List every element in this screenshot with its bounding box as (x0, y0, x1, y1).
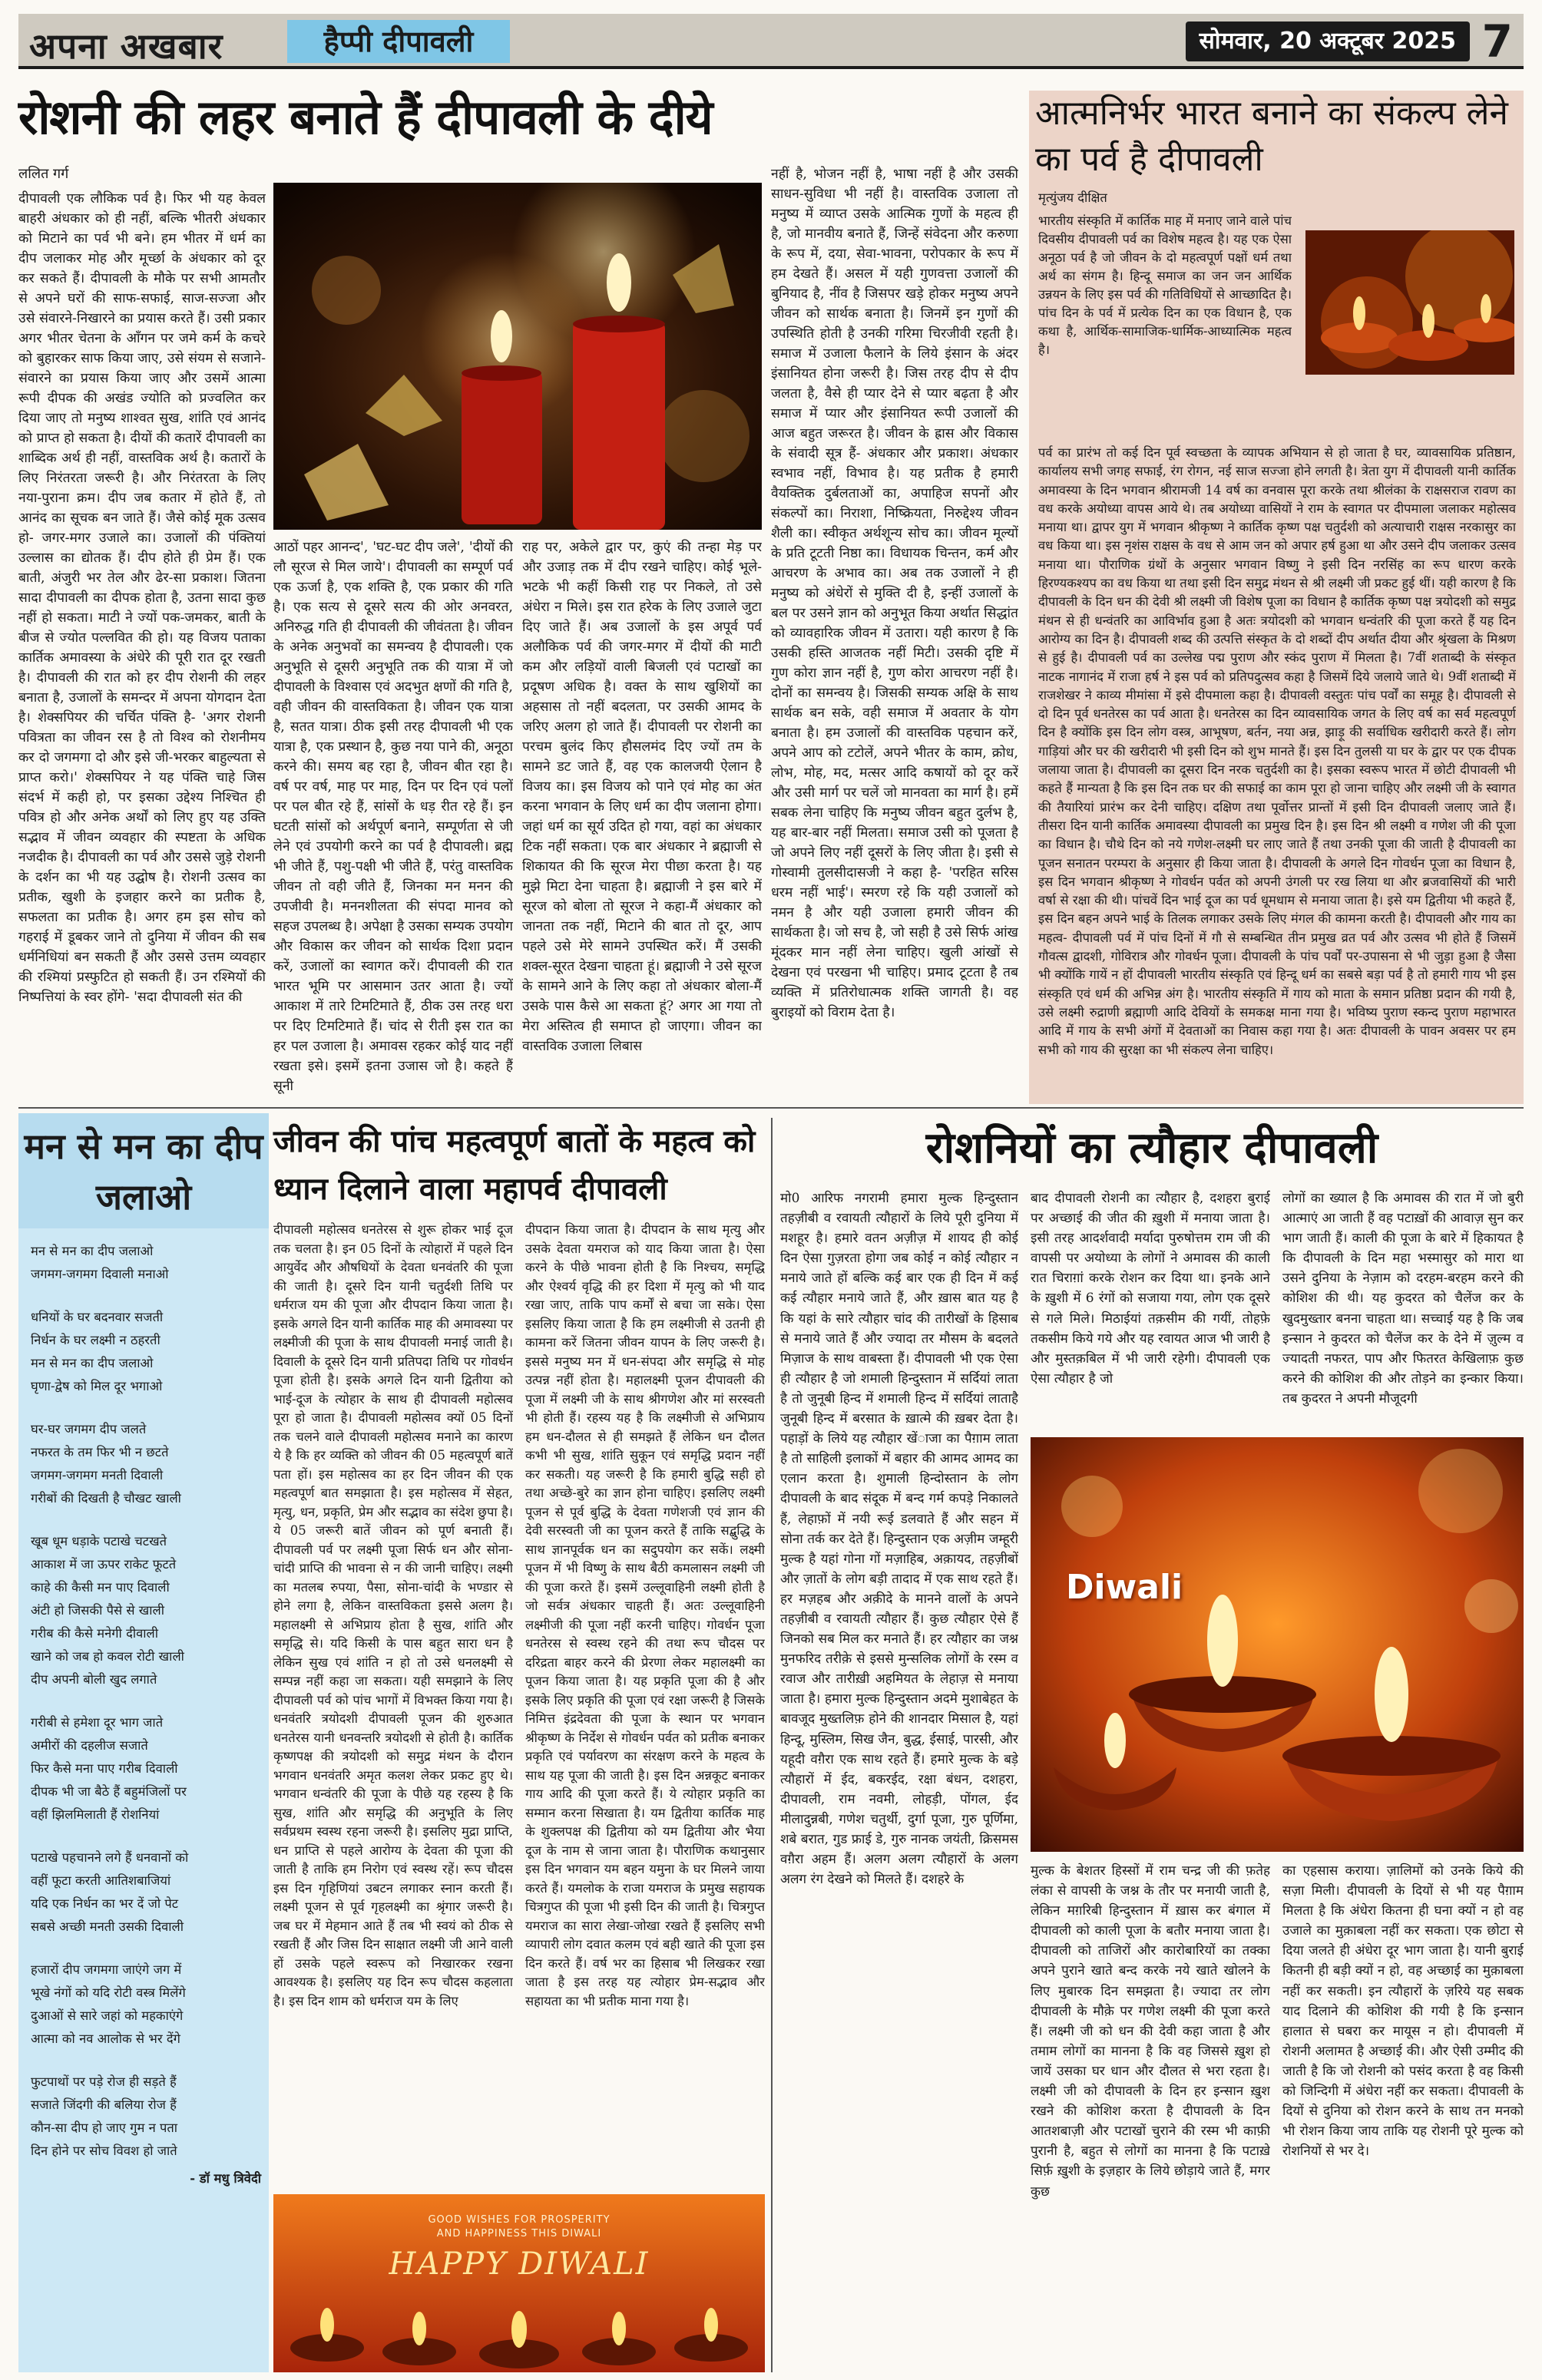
poem-line: काहे की कैसी मन पाए दिवाली (31, 1580, 170, 1595)
diwali-photo-label: Diwali (1066, 1568, 1183, 1607)
article2-body-text: पर्व का प्रारंभ तो कई दिन पूर्व स्वच्छता के व्यापक अभियान से हो जाता है घर, व्यावसायिक प्रतिष्ठान, कार्यालय सभी जगह सफाई, रंग रोगन, नई साज सज्जा होने लगती है। त्रेता युग में दीपावली यानी कार्तिक अमावस्या के दिन भगवान श्रीरामजी 14 वर्ष का वनवास पूरा करके तथा श्रीलंका के राक्षसराज रावण का वध करके अयोध्या वापस आये थे। तब अयोध्या वासियों ने राम के स्वागत पर दीपमाला जलाकर महोत्सव मनाया था। द्वापर युग में भगवान श्रीकृष्ण ने कार्तिक कृष्ण पक्ष चतुर्दशी को अत्याचारी राक्षस नरकासुर का वध किया था। इस नृशंस राक्षस के वध से आम जन को अपार हर्ष हुआ था और उसने दीप जलाकर उत्सव मनाया था। पौराणिक ग्रंथों के अनुसार भगवान विष्णु ने इसी दिन नरसिंह का रूप धारण करके हिरण्यकश्यप का वध किया था तथा इसी दिन समुद्र मंथन से श्री लक्ष्मी जी प्रकट हुई थीं। यही कारण है कि दीपावली के दिन धन की देवी श्री लक्ष्मी जी विशेष पूजा का विधान है कार्तिक कृष्ण पक्ष त्रयोदशी को समुद्र मंथन से ही धन्वंतरि का आविर्भाव हुआ है अतः त्रयोदशी को भगवान धन्वंतरि की पूजा करते हैं यह दिन आरोग्य का दिन है। दीपावली शब्द की उत्पत्ति संस्कृत के दो शब्दों दीप अर्थात दीया और श्रृंखला के मिश्रण से हुई है। दीपावली पर्व का उल्लेख पद्म पुराण और स्कंद पुराण में मिलता है। 7वीं शताब्दी के संस्कृत नाटक नागानंद में राजा हर्ष ने इस पर्व को प्रतिपदुत्सव कहा है जिसमें दिये जलाये जाते थे। 9वीं शताब्दी में राजशेखर ने काव्य मीमांसा में इसे दीपमाला कहा है। दीपावली वस्तुतः पांच पर्वों का समूह है। दीपावली से दो दिन पूर्व धनतेरस का पर्व आता है। धनतेरस का दिन व्यावसायिक जगत के लिए वर्ष का सर्व महत्वपूर्ण दिन है क्योंकि इस दिन लोग वस्त्र, आभूषण, बर्तन, नया अन्न, झाड़ू की सर्वाधिक खरीदारी करते हैं। लोग गाड़ियां और घर की खरीदारी भी इसी दिन को शुभ मानते हैं। इस दिन तुलसी या घर के द्वार पर एक दीपक जलाया जाता है। दीपावली का दूसरा दिन नरक चतुर्दशी का है। इसका स्वरूप भारत में छोटी दीपावली भी कहते हैं मान्यता है कि इस दिन तक घर की सफाई का काम पूरा हो जाना चाहिए और लक्ष्मी जी के स्वागत की तैयारियां प्रारंभ कर देनी चाहिए। दक्षिण तथा पूर्वोत्तर प्रान्तों में इसी दिन दीपावली जलाए जाते हैं। तीसरा दिन यानी कार्तिक अमावस्या दीपावली का प्रमुख दिन है। इस दिन श्री लक्ष्मी व गणेश जी की पूजा का विधान है। चौथे दिन को नये गणेश-लक्ष्मी घर लाए जाते हैं तथा उनकी पूजा की जाती है दीपावली का पूजन सनातन परम्परा के अनुसार ही किया जाता है। दीपावली के अगले दिन गोवर्धन पूजा का विधान है, इस दिन भगवान श्रीकृष्ण ने गोवर्धन पर्वत को अपनी उंगली पर रख लिया था और ब्रजवासियों की भारी वर्षा से रक्षा की थी। पांचवें दिन भाई दूज का पर्व धूमधाम से मनाया जाता है। इसे यम द्वितीया भी कहते हैं, इस दिन बहन अपने भाई के तिलक लगाकर उसके लिए मंगल की कामना करती है। दीपावली और गाय का महत्व- दीपावली पर्व में पांच दिनों में गौ से सम्बन्धित तीन प्रमुख व्रत पर्व और उत्सव भी होते हैं जिसमें गौवत्स द्वादशी, गोविरात्र और गोवर्धन पूजा। दीपावली के पांच पर्वों पर-उपासना से भी जुड़ा हुआ है जैसा भी क्योंकि गायें न हों दीपावली भारतीय संस्कृति एवं हिन्दू धर्म का सबसे बड़ा पर्व है तो हमारी गाय भी इस संस्कृति एवं धर्म की अभिन्न अंग है। भारतीय संस्कृति में गाय को माता के समान प्रतिष्ठा प्रदान की गयी है, उसे लक्ष्मी रुद्राणी ब्रह्माणी आदि देवियों के समकक्ष माना गया है। भविष्य पुराण स्कन्द पुराण महाभारत आदि में गाय के सभी अंगों में देवताओं का निवास कहा गया है। अतः दीपावली के पावन अवसर पर हम सभी को गाय की सुरक्षा का भी संकल्प लेना चाहिए। (1038, 445, 1516, 1057)
poem-stanza (31, 1306, 261, 1398)
article2-byline: मृत्युंजय दीक्षित (1038, 190, 1107, 205)
poem-stanza (31, 1959, 261, 2051)
article2-intro-column (1038, 189, 1292, 442)
column-divider (771, 1118, 773, 2372)
article4-col2-text: बाद दीपावली रोशनी का त्यौहार है, दशहरा बुराई पर अच्छाई की जीत की ख़ुशी में मनाया जाता है। इसी तरह आदर्शवादी मर्यादा पुरुषोत्तम राम जी की वापसी पर अयोध्या के लोगों ने अमावस की काली रात चिराग़ां करके रोशन कर दिया था। इनके आने के ख़ुशी में 6 रंगों को सजाया गया, लोग एक दूसरे से गले मिले। मिठाईयां तक़सीम की गयीं, तोहफ़े तकसीम किये गये और यह रवायत आज भी जारी है और मुस्तक़बिल में भी जारी रहेगी। दीपावली एक ऐसा त्यौहार है जो (1031, 1191, 1270, 1387)
paper-name: अपना अखबार (29, 25, 223, 67)
poem-line: अंटी हो जिसकी पैसे से खाली (31, 1603, 164, 1618)
poem-line: अमीरों की दहलीज सजाते (31, 1738, 148, 1753)
poem-line: हजारों दीप जगमगा जाएंगे जग में (31, 1962, 182, 1977)
article3-col2-text: दीपदान किया जाता है। दीपदान के साथ मृत्यु और उसके देवता यमराज को याद किया जाता है। ऐसा करने के पीछे भावना होती है कि निश्चय, समृद्धि और ऐश्वर्य वृद्धि की हर दिशा में मृत्यु को भी याद रखा जाए, ताकि पाप कर्मों से बचा जा सके। ऐसा इसलिए किया जाता है कि हम लक्ष्मीजी से उतनी ही कामना करें जितना जीवन यापन के लिए जरूरी है। इससे मनुष्य मन में धन-संपदा और समृद्धि से मोह उत्पन्न नहीं होता है। महालक्ष्मी पूजन दीपावली की पूजा में लक्ष्मी जी के साथ श्रीगणेश और मां सरस्वती भी होती हैं। रहस्य यह है कि लक्ष्मीजी से अभिप्राय हम धन-दौलत से ही समझते हैं लेकिन धन दौलत कभी भी सुख, शांति सुकून एवं समृद्धि प्रदान नहीं कर सकती। यह जरूरी है कि हमारी बुद्धि सही हो तथा अच्छे-बुरे का ज्ञान होना चाहिए। इसलिए लक्ष्मी पूजन से पूर्व बुद्धि के देवता गणेशजी एवं ज्ञान की देवी सरस्वती जी का पूजन करते हैं ताकि सद्बुद्धि के साथ ज्ञानपूर्वक धन का सदुपयोग कर सकें। लक्ष्मी पूजन में भी विष्णु के साथ बैठी कमलासन लक्ष्मी जी की पूजा करते हैं। इसमें उल्लूवाहिनी लक्ष्मी होती है जो सर्वत्र अंधकार चाहती हैं। अतः उल्लूवाहिनी लक्ष्मीजी की पूजा नहीं करनी चाहिए। गोवर्धन पूजा धनतेरस से स्वस्थ रहने की तथा रूप चौदस पर दरिद्रता बाहर करने की प्रेरणा लेकर महालक्ष्मी का पूजन किया जाता है। यह प्रकृति पूजा की है और इसके लिए प्रकृति की पूजा एवं रक्षा जरूरी है जिसके निमित्त इंद्रदेवता की पूजा के स्थान पर भगवान श्रीकृष्ण के निर्देश से गोवर्धन पर्वत को प्रतीक बनाकर प्रकृति एवं पर्यावरण का संरक्षण करने के महत्व के साथ यह पूजा की जाती है। इस दिन अन्नकूट बनाकर गाय आदि की पूजा करते हैं। ये त्योहार प्रकृति का सम्मान करना सिखाता है। यम द्वितीया कार्तिक माह के शुक्लपक्ष की द्वितीया को यम द्वितीया और भैया दूज के नाम से जाना जाता है। पौराणिक कथानुसार इस दिन भगवान यम बहन यमुना के घर मिलने जाया करते हैं। यमलोक के राजा यमराज के प्रमुख सहायक चित्रगुप्त की पूजा भी इसी दिन की जाती है। चित्रगुप्त यमराज का सारा लेखा-जोखा रखते हैं इसलिए सभी व्यापारी लोग दवात कलम एवं बही खाते की पूजा इस दिन करते हैं। वर्ष भर का हिसाब भी लिखकर रखा जाता है इस तरह यह त्योहार प्रेम-सद्भाव और सहायता का भी प्रतीक माना गया है। (525, 1222, 765, 2008)
poem-line: आत्मा को नव आलोक से भर देंगे (31, 2031, 180, 2046)
poem-line: फिर कैसे मना पाए गरीब दिवाली (31, 1761, 178, 1776)
article3-headline: जीवन की पांच महत्वपूर्ण बातों के महत्व को ध्यान दिलाने वाला महापर्व दीपावली (273, 1124, 756, 1207)
poem-line: वहीं झिलमिलाती हैं रोशनियां (31, 1807, 160, 1822)
banner-wishes-line1: GOOD WISHES FOR PROSPERITY (428, 2214, 611, 2226)
poem-line: मन से मन का दीप जलाओ (31, 1356, 154, 1370)
poem-line: फुटपाथों पर पड़े रोज ही सड़ते हैं (31, 2074, 177, 2089)
section-tag: हैप्पी दीपावली (287, 20, 510, 63)
poem-line: मन से मन का दीप जलाओ (31, 1244, 154, 1258)
article1-column-2 (273, 537, 513, 1106)
banner-title: HAPPY DIWALI (389, 2246, 650, 2282)
poem-line: कौन-सा दीप हो जाए गुम न पता (31, 2121, 178, 2135)
article4-column-4 (1031, 1861, 1270, 2372)
article2-headline: आत्मनिर्भर भारत बनाने का संकल्प लेने का पर्व है दीपावली (1035, 94, 1508, 179)
poem-line: नफरत के तम फिर भी न छटते (31, 1445, 169, 1459)
article4-col3-text: लोगों का ख्याल है कि अमावस की रात में जो बुरी आत्माएं आ जाती हैं वह पटाख़ों की आवाज़ सुन कर भाग जाती हैं। काली की पूजा के बारे में हिकायत है कि दीपावली के दिन महा भस्मासुर को मारा था उसने दुनिया के नेज़ाम को दरहम-बरहम करने की कोशिश की थी। यह कुदरत को चैलेंज कर के खुदमुख्तार बनना चाहता था। सच्चाई यह है कि जब इन्सान ने कुदरत को चैलेंज कर के देने में ज़ुल्म व ज्यादती नफरत, पाप और फितरत केखिलाफ़ कुछ करने की कोशिश की और तोड़ने का इन्कार किया। तब कुदरत ने अपनी मौजूदगी (1282, 1191, 1524, 1407)
masthead (18, 14, 1524, 69)
article3-col1-text: दीपावली महोत्सव धनतेरस से शुरू होकर भाई दूज तक चलता है। इन 05 दिनों के त्योहारों में पहले दिन आयुर्वेद और औषधियों के देवता धनवंतरि की पूजा की जाती है। दूसरे दिन यानी चतुर्दशी तिथि पर धर्मराज यम की पूजा और दीपदान किया जाता है। इसके अगले दिन यानी कार्तिक माह की अमावस्या पर लक्ष्मीजी की पूजा के साथ दीपावली मनाई जाती है। दिवाली के दूसरे दिन यानी प्रतिपदा तिथि पर गोवर्धन पूजा होती है। इसके अगले दिन यानी द्वितीया को भाई-दूज के त्योहार के साथ ही दीपावली महोत्सव पूरा हो जाता है। दीपावली महोत्सव क्यों 05 दिनों तक चलने वाले दीपावली महोत्सव मनाने का कारण ये है कि हर व्यक्ति को जीवन की 05 महत्वपूर्ण बातें पता हों। इस महोत्सव का हर दिन जीवन की एक महत्वपूर्ण बात समझाता है। इस महोत्सव में सेहत, मृत्यु, धन, प्रकृति, प्रेम और सद्भाव का संदेश छुपा है। ये 05 जरूरी बातें जीवन को पूर्ण बनाती हैं। दीपावली पर्व पर लक्ष्मी पूजा सिर्फ धन और सोना-चांदी प्राप्ति की भावना से न की जानी चाहिए। लक्ष्मी का मतलब रुपया, पैसा, सोना-चांदी के भण्डार से होने लगा है, लेकिन वास्तविकता इससे अलग है। महालक्ष्मी से अभिप्राय होता है सुख, शांति और समृद्धि से। यदि किसी के पास बहुत सारा धन है लेकिन सुख एवं शांति न हो तो उसे धनलक्ष्मी से सम्पन्न नहीं कहा जा सकता। यही समझाने के लिए दीपावली पर्व को पांच भागों में विभक्त किया गया है। धनवंतरि त्रयोदशी दीपावली पूजन की शुरुआत धनतेरस यानी धनवन्तरि त्रयोदशी से होती है। कार्तिक कृष्णपक्ष की त्रयोदशी को समुद्र मंथन के दौरान भगवान धनवंतरि अमृत कलश लेकर प्रकट हुए थे। भगवान धन्वंतरि की पूजा के पीछे यह रहस्य है कि सुख, शांति और समृद्धि की अनुभूति के लिए सर्वप्रथम स्वस्थ रहना जरूरी है। इसलिए मुद्रा प्राप्ति, धन प्राप्ति से पहले आरोग्य के देवता की पूजा की जाती है ताकि हम निरोग एवं स्वस्थ रहें। रूप चौदस इस दिन गृहिणियां उबटन लगाकर स्नान करती हैं। लक्ष्मी पूजन से पूर्व गृहलक्ष्मी का श्रृंगार जरूरी है। जब घर में मेहमान आते हैं तब भी स्वयं को ठीक से रखती हैं और जिस दिन साक्षात लक्ष्मी जी आने वाली हों उसके पहले स्वरूप को निखारकर रखना आवश्यक है। इसलिए यह दिन रूप चौदस कहलाता है। इस दिन शाम को धर्मराज यम के लिए (273, 1222, 513, 2008)
article1-col4-text: नहीं है, भोजन नहीं है, भाषा नहीं है और उसकी साधन-सुविधा भी नहीं है। वास्तविक उजाला तो मनुष्य में व्याप्त उसके आत्मिक गुणों के महत्व ही है, जो मानवीय बनाते हैं, जिन्हें संवेदना और करुणा के रूप में, दया, सेवा-भावना, परोपकार के रूप में हम देखते हैं। असल में यही गुणवत्ता उजालों की बुनियाद है, नींव है जिसपर खड़े होकर मनुष्य अपने जीवन को सार्थक बनाता है। जिनमें इन गुणों की उपस्थिति होती है उनकी गरिमा चिरजीवी रहती है। समाज में उजाला फैलाने के लिये इंसान के अंदर इंसानियत होना जरूरी है। जिस तरह दीप से दीप जलता है, वैसे ही प्यार देने से प्यार बढ़ता है और समाज में प्यार और इंसानियत रूपी उजालों की आज बहुत जरूरत है। जीवन के ह्रास और विकास के संवादी सूत्र हैं- अंधकार और प्रकाश। अंधकार स्वभाव नहीं, विभाव है। यह प्रतीक है हमारी वैयक्तिक दुर्बलताओं का, अपाहिज सपनों और संकल्पों का। निराशा, निष्क्रियता, निरुद्देश्य जीवन शैली का। स्वीकृत अर्थशून्य सोच का। जीवन मूल्यों के प्रति टूटती निष्ठा का। विधायक चिन्तन, कर्म और आचरण के अभाव का। अब तक उजालों ने ही मनुष्य को अंधेरों से मुक्ति दी है, इन्हीं उजालों के बल पर उसने ज्ञान को अनुभूत किया अर्थात सिद्धांत को व्यावहारिक जीवन में उतारा। यही कारण है कि उसकी हस्ति आजतक नहीं मिटी। उसकी दृष्टि में गुण कोरा ज्ञान नहीं है, गुण कोरा आचरण नहीं है। दोनों का समन्वय है। जिसकी सम्यक अक्षि के साथ सार्थक बन सके, वही समाज में अवतार के योग बनाता है। हम उजालों की वास्तविक पहचान करें, अपने आप को टटोलें, अपने भीतर के काम, क्रोध, लोभ, मोह, मद, मत्सर आदि कषायों को दूर करें और उसी मार्ग पर चलें जो मानवता का मार्ग है। हमें सबक लेना चाहिए कि मनुष्य जीवन बहुत दुर्लभ है, यह बार-बार नहीं मिलता। समाज उसी को पूजता है जो अपने लिए नहीं दूसरों के लिए जीता है। इसी से गोस्वामी तुलसीदासजी ने कहा है- 'परहित सरिस धरम नहीं भाई'। स्मरण रहे कि यही उजालों को नमन है और यही उजाला हमारी जीवन की सार्थकता है। जो सच है, जो सही है उसे सिर्फ आंख मूंदकर मान नहीं लेना चाहिए। खुली आंखों से देखना एवं परखना भी चाहिए। प्रमाद टूटता है तब व्यक्ति में प्रतिरोधात्मक शक्ति जागती है। वह बुराइयों को विराम देता है। (771, 167, 1018, 1020)
article2-intro-text: भारतीय संस्कृति में कार्तिक माह में मनाए जाने वाले पांच दिवसीय दीपावली पर्व का विशेष महत्व है। यह एक ऐसा अनूठा पर्व है जो जीवन के दो महत्वपूर्ण पक्षों धर्म तथा अर्थ का संगम है। हिन्दू समाज का जन जन आर्थिक उन्नयन के लिए इस पर्व की गतिविधियों से आच्छादित है। पांच दिन के पर्व में प्रत्येक दिन का एक विधान है, एक कथा है, आर्थिक-सामाजिक-धार्मिक-आध्यात्मिक महत्व है। (1038, 213, 1292, 357)
article3-column-2 (525, 1221, 765, 2185)
poem-line: सजाते जिंदगी की बलिया रोज हैं (31, 2097, 177, 2112)
diwali-diya-photo (1031, 1437, 1524, 1852)
poem-line: दुआओं से सारे जहां को महकाएंगे (31, 2008, 184, 2023)
poem-line: सबसे अच्छी मनती उसकी दिवाली (31, 1919, 184, 1934)
poem-line: भूखे नंगों को यदि रोटी वस्त्र मिलेंगे (31, 1985, 186, 2000)
poem-line: वहीं फूटा करती आतिशबाजियां (31, 1873, 171, 1888)
article4-col1-text: मो0 आरिफ नगरामी हमारा मुल्क हिन्दुस्तान तहज़ीबी व रवायती त्यौहारों के लिये पूरी दुनिया में मशहूर है। हमारे वतन अज़ीज़ में शायद ही कोई दिन ऐसा गुज़रता होगा जब कोई न कोई त्यौहार न मनाये जाते हों बल्कि कई बार एक ही दिन में कई कई त्यौहार मनाये जाते हैं, और ख़ास बात यह है कि यहां के सारे त्यौहार चांद की तारीखों के हिसाब से मनाये जाते हैं और ज्यादा तर मौसम के बदलते मिज़ाज के साथ वाबस्ता हैं। दीपावली भी एक ऐसा ही त्यौहार है जो शमाली हिन्दुस्तान में सर्दियां लाता है तो जुनूबी हिन्द में शमाली हिन्द में सर्दियां लाताहै जुनूबी हिन्द में बरसात के ख़ात्मे की ख़बर देता है। पहाड़ों के लिये यह त्यौहार खेंाजा का पैग़ाम लाता है तो साहिली इलाकों में बहार की आमद आमद का एलान करता है। शुमाली हिन्दोस्तान के लोग दीपावली के बाद संदूक में बन्द गर्म कपड़े निकालते हैं, लेहाफ़ों में नयी रूई डलवाते हैं और सहन में सोना तर्क कर देते हैं। हिन्दुस्तान एक अज़ीम जम्हूरी मुल्क है यहां गोना गों मज़ाहिब, अक़ायद, तहज़ीबों और ज़ातों के लोग बड़ी तादाद में एक साथ रहते हैं। हर मज़हब और अक़ीदे के मानने वालों के अपने तहज़ीबी व रवायती त्यौहार हैं। कुछ त्यौहार ऐसे हैं जिनको सब मिल कर मनाते हैं। हर त्यौहार का जश्न मुनफरिद तरीक़े से इससे मुन्सलिक लोगों के रस्म व रवाज और तारीख़ी अहमियत के लेहाज़ से मनाया जाता है। हमारा मुल्क हिन्दुस्तान अदमे मुशाबेहत के बावजूद मुख्तलिफ़ होने की शानदार मिसाल है, यहां हिन्दू, मुस्लिम, सिख जैन, बुद्ध, ईसाई, पारसी, और यहूदी वग़ैरा एक साथ रहते हैं। हमारे मुल्क के बड़े त्यौहारों में ईद, बकरईद, रक्षा बंधन, दशहरा, दीपावली, राम नवमी, लोहड़ी, पोंगल, ईद मीलादुन्नबी, गणेश चतुर्थी, दुर्गा पूजा, गुरु पूर्णिमा, शबे बरात, गुड फ्राई डे, गुरु नानक जयंती, क्रिसमस वग़ैरा अहम हैं। अलग अलग त्यौहारों के अलग अलग रंग देखने को मिलते हैं। दशहरे के (780, 1191, 1018, 1888)
page-number: 7 (1481, 15, 1513, 68)
poem-line: खूब धूम धड़ाके पटाखे चटखते (31, 1534, 167, 1549)
candle-photo (273, 183, 762, 530)
article4-col4-text: मुल्क के बेशतर हिस्सों में राम चन्द्र जी की फ़तेह लंका से वापसी के जश्न के तौर पर मनायी जाती है, लेकिन मग़रिबी हिन्दुस्तान में ख़ास कर बंगाल में दीपावली को काली पूजा के बतौर मनाया जाता है। दीपावली को ताजिरों और कारोबारियों का तक्का अपने पुराने खाते बन्द करके नये खाते खोलने के लिए मुबारक दिन समझता है। ज्यादा तर लोग दीपावली के मौक़े पर गणेश लक्ष्मी की पूजा करते हैं। लक्ष्मी जी को धन की देवी कहा जाता है और तमाम लोगों का मानना है कि वह जिससे ख़ुश हो जायें उसका घर धान और दौलत से भरा रहता है। लक्ष्मी जी को दीपावली के दिन हर इन्सान ख़ुश रखने की कोशिश करता है दीपावली के दिन आतशबाज़ी और पटाखों चुराने की रस्म भी काफ़ी पुरानी है, बहुत से लोगों का मानना है कि पटाख़े सिर्फ़ ख़ुशी के इज़हार के लिये छोड़ाये जाते हैं, मगर कुछ (1031, 1863, 1270, 2200)
poem-stanza (31, 1711, 261, 1826)
poem-line: गरीबों की दिखती है चौखट खाली (31, 1491, 181, 1506)
banner-wishes-line2: AND HAPPINESS THIS DIWALI (436, 2228, 602, 2240)
poem-line: गरीब की कैसे मनेगी दीवाली (31, 1626, 159, 1641)
poem-line: धनियों के घर बदनवार सजती (31, 1310, 164, 1324)
article1-column-3 (522, 537, 762, 1106)
poem-line: निर्धन के घर लक्ष्मी न ठहरती (31, 1333, 160, 1347)
poem-line: यदि एक निर्धन का भर दें जो पेट (31, 1896, 179, 1911)
poem-title: मन से मन का दीप जलाओ (18, 1113, 269, 1228)
poem-line: आकाश में जा ऊपर राकेट फूटते (31, 1557, 177, 1572)
poem-line: जगमग-जगमग मनती दिवाली (31, 1468, 164, 1483)
section-divider (18, 1107, 1524, 1109)
article1-column-1 (18, 164, 266, 1106)
article4-column-2 (1031, 1188, 1270, 1430)
poem-line: घर-घर जगमग दीप जलते (31, 1422, 147, 1436)
poem-line: गरीबी से हमेशा दूर भाग जाते (31, 1715, 164, 1730)
poem-line: पटाखे पहचानने लगे हैं धनवानों को (31, 1850, 189, 1865)
poem-stanza (31, 1418, 261, 1510)
article4-headline: रोशनियों का त्यौहार दीपावली (925, 1123, 1378, 1173)
diya-photo-small (1305, 230, 1514, 375)
article1-column-4 (771, 164, 1018, 1106)
article1-byline: ललित गर्ग (18, 166, 69, 182)
article1-col2-text: आठों पहर आनन्द', 'घट-घट दीप जले', 'दीयों की लौ सूरज से मिल जाये'। दीपावली का सम्पूर्ण पर्व एक ऊर्जा है, एक शक्ति है, एक प्रकार की गति है। एक सत्य से दूसरे सत्य की ओर अनवरत, अनिरुद्ध गति ही दीपावली की जीवंतता है। जीवन के अनेक अनुभवों का समन्वय है दीपावली। एक अनुभूति से दूसरी अनुभूति तक की यात्रा में जो दीपावली के विश्वास एवं अदभुत क्षणों की गति है, वही जीवन की वास्तविकता है। जीवन एक यात्रा है, सतत यात्रा। ठीक इसी तरह दीपावली भी एक यात्रा है, एक प्रस्थान है, कुछ नया पाने की, अनूठा करने की। समय बह रहा है, जीवन बीत रहा है। वर्ष पर वर्ष, माह पर माह, दिन पर दिन एवं पलों पर पल बीत रहे हैं, सांसों के धड़ रीत रहे हैं। इन घटती सांसों को अर्थपूर्ण बनाने, सम्पूर्णता से जी लेने एवं उपयोगी करने का पर्व है दीपावली। ब्रह्म भी जीते हैं, पशु-पक्षी भी जीते हैं, परंतु वास्तविक जीवन तो वही जीते हैं, जिनका मन मनन की उपजीवी है। मननशीलता की संपदा मानव को सहज उपलब्ध है। अपेक्षा है उसका सम्यक उपयोग और विकास कर जीवन को सार्थक दिशा प्रदान करें, उजालों का स्वागत करें। दीपावली की रात भारत भूमि पर आसमान उतर आता है। ज्यों आकाश में तारे टिमटिमाते हैं, ठीक उस तरह धरा पर दिए टिमटिमाते हैं। चांद से रीती इस रात का हर पल उजाला है। अमावस रहकर कोई याद नहीं रखता इसे। इसमें इतना उजास जो है। कहते हैं सूनी (273, 540, 513, 1094)
poem-line: दिन होने पर सोच विवश हो जाते (31, 2144, 177, 2158)
issue-date: सोमवार, 20 अक्टूबर 2025 (1186, 21, 1470, 61)
article4-column-5 (1282, 1861, 1524, 2372)
article1-col1-text: दीपावली एक लौकिक पर्व है। फिर भी यह केवल बाहरी अंधकार को ही नहीं, बल्कि भीतरी अंधकार को मिटाने का पर्व भी बने। हम भीतर में धर्म का दीप जलाकर मोह और मूर्च्छा के अंधकार को दूर कर सकते हैं। दीपावली के मौके पर सभी आमतौर से अपने घरों की साफ-सफाई, साज-सज्जा और उसे संवारने-निखारने का प्रयास करते हैं। उसी प्रकार अगर भीतर चेतना के आँगन पर जमे कर्म के कचरे को बुहारकर साफ किया जाए, उसे संयम से सजाने-संवारने का प्रयास किया जाए और उसमें आत्मा रूपी दीपक की अखंड ज्योति को प्रज्वलित कर दिया जाए तो मनुष्य शाश्वत सुख, शांति एवं आनंद को प्राप्त हो सकता है। दीयों की कतारें दीपावली का शाब्दिक अर्थ ही नहीं, वास्तविक अर्थ है। कतारों के लिए निरंतरता जरूरी है। और निरंतरता के लिए नया-पुराना क्रम। दीप जब कतार में होते हैं, तो आनंद का सूचक बन जाते हैं। जैसे कोई मूक उत्सव हो- जगर-मगर उजाले का। उजालों की पंक्तियां उल्लास का द्योतक हैं। दीप होते ही प्रेम हैं। एक बाती, अंजुरी भर तेल और ढेर-सा प्रकाश। जितना सादा दीपावली का दीपक होता है, उतना सादा कुछ नहीं हो सकता। माटी ने ज्यों पक-जमकर, बाती के बीज से ज्योत पल्लवित की हो। यह विजय पताका कार्तिक अमावस्या के अंधेरे की पूरी रात दूर रखती है। दीपावली की रात को हर दीप रोशनी की लहर बनाता है, उजालों के समन्दर में अपना योगदान देता है। शेक्सपियर की चर्चित पंक्ति है- 'अगर रोशनी पवित्रता का जीवन रस है तो विश्व को रोशनीमय कर दो जगमगा दो और इसे जी-भरकर बाहुल्यता से प्राप्त करो।' शेक्सपियर ने यह पंक्ति चाहे जिस संदर्भ में कही हो, पर इसका उद्देश्य निश्चित ही पवित्र हो और अनेक अर्थों को लिए हुए यह उक्ति सद्भाव में जीवन व्यवहार की स्पष्टता के अधिक नजदीक है। दीपावली का पर्व और उससे जुड़े रोशनी के दर्शन का भी यह उद्घोष है। रोशनी उत्सव का प्रतीक, खुशी के इजहार करने का प्रतीक है, सफलता का प्रतीक है। अगर हम इस सोच को गहराई में डूबकर जाने तो दुनिया में जीवन की सब धर्मनिधियां बन सकती हैं और उससे उत्तम व्यवहार की रश्मियां प्रस्फुटित हो सकती हैं। उन रश्मियों की निष्पत्तियां के स्वर होंगे- 'सदा दीपावली संत की (18, 191, 266, 1005)
article4-col5-text: का एहसास कराया। ज़ालिमों को उनके किये की सज़ा मिली। दीपावली के दियों से भी यह पैग़ाम मिलता है कि अंधेरा कितना ही घना क्यों न हो वह उजाले का मुक़ाबला नहीं कर सकता। एक छोटा से दिया जलते ही अंधेरा दूर भाग जाता है। यानी बुराई कितनी ही बड़ी क्यों न हो, वह अच्छाई का मुक़ाबला नहीं कर सकती। इन त्यौहारों के ज़रिये यह सबक याद दिलाने की कोशिश की गयी है कि इन्सान हालात से घबरा कर मायूस न हो। दीपावली में रोशनी अलामत है अच्छाई की। और ऐसी उम्मीद की जाती है कि जो रोशनी को पसंद करता है वह किसी को जिन्दिगी में अंधेरा नहीं कर सकता। दीपावली के दियों से दुनिया को रोशन करने के साथ तन मनको भी रोशन किया जाय ताकि यह रोशनी पूरे मुल्क को रोशनियों से भर दे। (1282, 1863, 1524, 2160)
article4-column-3 (1282, 1188, 1524, 1430)
poem-stanza (31, 1846, 261, 1939)
poem-stanza (31, 1240, 261, 1286)
article2-body-column (1038, 444, 1516, 1098)
poem-body (31, 1240, 261, 2190)
article3-column-1 (273, 1221, 513, 2185)
article1-headline: रोशनी की लहर बनाते हैं दीपावली के दीये (18, 89, 713, 145)
article4-column-1 (780, 1188, 1018, 2372)
poem-stanza (31, 1530, 261, 1691)
happy-diwali-banner (273, 2194, 765, 2372)
poem-line: दीप अपनी बोली खुद लगाते (31, 1672, 157, 1687)
poem-line: दीपक भी जा बैठे हैं बहुमंजिलों पर (31, 1784, 187, 1799)
poem-author: - डॉ मधु त्रिवेदी (190, 2171, 261, 2186)
poem-stanza (31, 2071, 261, 2163)
poem-line: जगमग-जगमग दिवाली मनाओ (31, 1267, 169, 1281)
poem-line: खाने को जब हो कवल रोटी खाली (31, 1649, 184, 1664)
poem-line: घृणा-द्वेष को मिल दूर भगाओ (31, 1379, 163, 1393)
article1-col3-text: राह पर, अकेले द्वार पर, कुएं की तन्हा मेड़ पर और उजाड़ तक में दीप रखने चाहिए। कोई भूले-भटके भी कहीं किसी राह पर निकले, तो उसे अंधेरा न मिले। इस रात हरेक के लिए उजाले जुटा दिए जाते हैं। अब उजालों के इस अपूर्व पर्व अलौकिक पर्व की जगर-मगर में दीयों की माटी कम और लड़ियों वाली बिजली एवं पटाखों का प्रदूषण अधिक है। वक्त के साथ खुशियों का अहसास तो नहीं बदलता, पर उसकी आमद के जरिए अलग हो जाते हैं। दीपावली पर रोशनी का परचम बुलंद किए हौसलमंद दिए ज्यों तम के सामने डट जाते हैं, वह एक कालजयी ऐलान है विजय का। इस विजय को पाने एवं मोह का अंत करना भगवान के लिए धर्म का दीप जलाना होगा। जहां धर्म का सूर्य उदित हो गया, वहां का अंधकार टिक नहीं सकता। एक बार अंधकार ने ब्रह्माजी से शिकायत की कि सूरज मेरा पीछा करता है। यह मुझे मिटा देना चाहता है। ब्रह्माजी ने इस बारे में सूरज को बोला तो सूरज ने कहा-मैं अंधकार को जानता तक नहीं, मिटाने की बात तो दूर, आप पहले उसे मेरे सामने उपस्थित करें। मैं उसकी शक्ल-सूरत देखना चाहता हूं। ब्रह्माजी ने उसे सूरज के सामने आने के लिए कहा तो अंधकार बोला-मैं उसके पास कैसे आ सकता हूं? अगर आ गया तो मेरा अस्तित्व ही समाप्त हो जाएगा। जीवन का वास्तविक उजाला लिबास (522, 540, 762, 1054)
